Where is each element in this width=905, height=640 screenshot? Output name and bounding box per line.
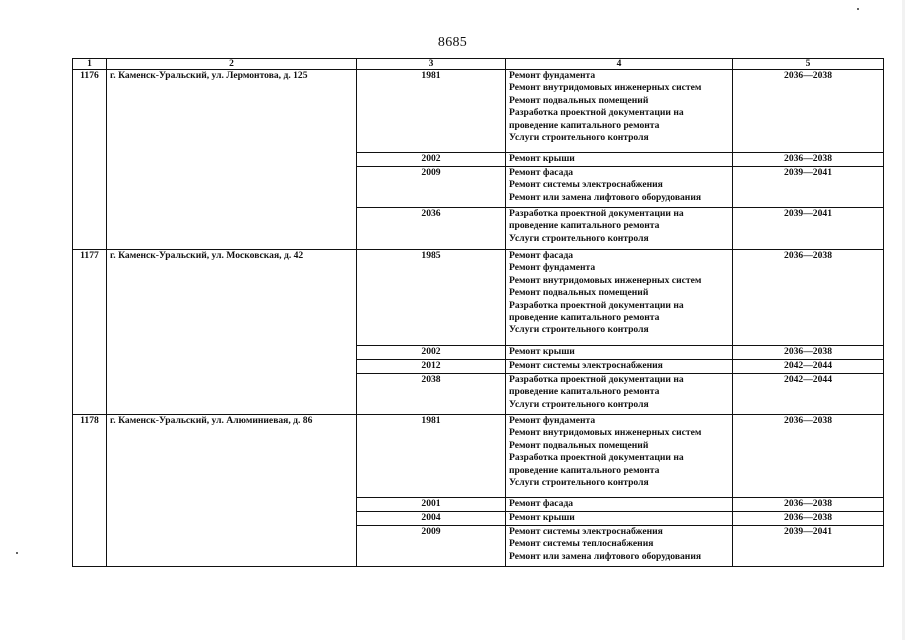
year-cell: 1981 xyxy=(357,415,506,498)
scan-speck xyxy=(16,552,18,554)
work-item: Разработка проектной документации на xyxy=(509,107,684,119)
year-cell: 2001 xyxy=(357,498,506,512)
work-item: Ремонт системы электроснабжения xyxy=(509,179,663,191)
work-item: Ремонт или замена лифтового оборудования xyxy=(509,550,702,562)
work-item: Услуги строительного контроля xyxy=(509,232,649,244)
period-cell: 2036—2038 xyxy=(733,512,884,526)
works-cell xyxy=(506,512,733,526)
work-item: Ремонт или замена лифтового оборудования xyxy=(509,191,702,203)
year-cell: 2002 xyxy=(357,153,506,167)
table-row xyxy=(73,70,884,153)
column-header: 3 xyxy=(357,59,506,70)
work-item: Ремонт фасада xyxy=(509,167,574,178)
works-cell xyxy=(506,153,733,167)
works-cell xyxy=(506,250,733,346)
year-cell: 2012 xyxy=(357,360,506,374)
work-item: Ремонт фундамента xyxy=(509,262,596,274)
work-item: Услуги строительного контроля xyxy=(509,398,649,410)
works-cell xyxy=(506,70,733,153)
column-header: 2 xyxy=(107,59,357,70)
column-header: 1 xyxy=(73,59,107,70)
work-item: Ремонт внутридомовых инженерных систем xyxy=(509,274,702,286)
works-cell xyxy=(506,415,733,498)
work-item: Разработка проектной документации на xyxy=(509,208,684,219)
work-item: Разработка проектной документации на xyxy=(509,299,684,311)
building-number: 1177 xyxy=(73,250,107,415)
year-cell: 1981 xyxy=(357,70,506,153)
building-address: г. Каменск-Уральский, ул. Алюминиевая, д. 86 xyxy=(107,415,357,567)
works-cell xyxy=(506,526,733,567)
column-header: 5 xyxy=(733,59,884,70)
work-item: Разработка проектной документации на xyxy=(509,374,684,385)
period-cell: 2039—2041 xyxy=(733,526,884,567)
period-cell: 2039—2041 xyxy=(733,167,884,208)
table-row xyxy=(73,415,884,498)
work-item: Ремонт подвальных помещений xyxy=(509,94,649,106)
header-row xyxy=(73,59,884,70)
works-cell xyxy=(506,346,733,360)
period-cell: 2036—2038 xyxy=(733,70,884,153)
work-item: Ремонт внутридомовых инженерных систем xyxy=(509,427,702,439)
work-item: Ремонт крыши xyxy=(509,512,575,523)
building-number: 1178 xyxy=(73,415,107,567)
year-cell: 1985 xyxy=(357,250,506,346)
period-cell: 2036—2038 xyxy=(733,498,884,512)
year-cell: 2038 xyxy=(357,374,506,415)
work-item: Ремонт внутридомовых инженерных систем xyxy=(509,82,702,94)
period-cell: 2036—2038 xyxy=(733,250,884,346)
period-cell: 2039—2041 xyxy=(733,208,884,250)
work-item: Ремонт подвальных помещений xyxy=(509,287,649,299)
year-cell: 2002 xyxy=(357,346,506,360)
period-cell: 2036—2038 xyxy=(733,346,884,360)
work-item: Услуги строительного контроля xyxy=(509,132,649,144)
year-cell: 2009 xyxy=(357,526,506,567)
work-item: Ремонт крыши xyxy=(509,153,575,164)
work-item: Ремонт системы электроснабжения xyxy=(509,360,663,371)
work-item: проведение капитального ремонта xyxy=(509,386,660,398)
work-item: Ремонт фундамента xyxy=(509,415,596,426)
column-header: 4 xyxy=(506,59,733,70)
work-item: Ремонт фасада xyxy=(509,250,574,261)
works-cell xyxy=(506,498,733,512)
works-cell xyxy=(506,167,733,208)
works-cell xyxy=(506,360,733,374)
period-cell: 2042—2044 xyxy=(733,360,884,374)
work-item: Услуги строительного контроля xyxy=(509,477,649,489)
work-item: Ремонт системы электроснабжения xyxy=(509,526,663,537)
work-item: проведение капитального ремонта xyxy=(509,312,660,324)
period-cell: 2036—2038 xyxy=(733,415,884,498)
works-cell xyxy=(506,374,733,415)
scan-speck xyxy=(857,8,859,10)
year-cell: 2004 xyxy=(357,512,506,526)
building-address: г. Каменск-Уральский, ул. Московская, д. 42 xyxy=(107,250,357,415)
year-cell: 2009 xyxy=(357,167,506,208)
work-item: проведение капитального ремонта xyxy=(509,119,660,131)
work-item: Ремонт фундамента xyxy=(509,70,596,81)
period-cell: 2042—2044 xyxy=(733,374,884,415)
year-cell: 2036 xyxy=(357,208,506,250)
work-item: проведение капитального ремонта xyxy=(509,464,660,476)
work-item: Ремонт крыши xyxy=(509,346,575,357)
works-cell xyxy=(506,208,733,250)
building-address: г. Каменск-Уральский, ул. Лермонтова, д. 125 xyxy=(107,70,357,250)
building-number: 1176 xyxy=(73,70,107,250)
page-number: 8685 xyxy=(437,35,468,50)
work-item: проведение капитального ремонта xyxy=(509,220,660,232)
work-item: Ремонт фасада xyxy=(509,498,574,509)
work-item: Ремонт подвальных помещений xyxy=(509,439,649,451)
work-item: Услуги строительного контроля xyxy=(509,324,649,336)
table-row xyxy=(73,250,884,346)
work-item: Ремонт системы теплоснабжения xyxy=(509,538,654,550)
repair-schedule-table xyxy=(72,58,884,567)
work-item: Разработка проектной документации на xyxy=(509,452,684,464)
period-cell: 2036—2038 xyxy=(733,153,884,167)
